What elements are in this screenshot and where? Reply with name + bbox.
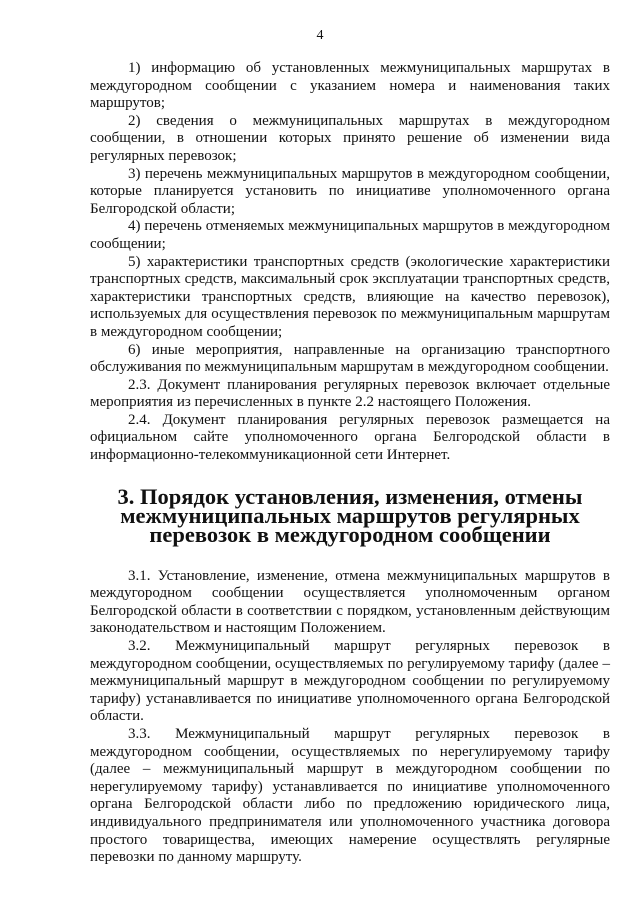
page-number: 4 bbox=[316, 28, 324, 43]
clause-3-1: 3.1. Установление, изменение, отмена межмуниципальных маршрутов в междугородном сообщении осуществляется уполномоченным органом Белгородской области в соответствии с порядком, установленным действующим законодательством и настоящим Положением. bbox=[90, 567, 610, 637]
list-item-5: 5) характеристики транспортных средств (экологические характеристики транспортных средств, максимальный срок эксплуатации транспортных средств, характеристики транспортных средств, влияющие на качество перевозок), используемых для осуществления перевозок по межмуниципальным маршрутам в междугородном сообщении; bbox=[90, 253, 610, 340]
clause-3-3: 3.3. Межмуниципальный маршрут регулярных перевозок в междугородном сообщении, осуществляемых по нерегулируемому тарифу (далее – межмуниципальный маршрут в междугородном сообщении по нерегулируемому тарифу) устанавливается по инициативе уполномоченного органа Белгородской области либо по предложению юридического лица, индивидуального предпринимателя или уполномоченного участника договора простого товарищества, имеющих намерение осуществлять регулярные перевозки по данному маршруту. bbox=[90, 726, 610, 866]
section-heading: 3. Порядок установления, изменения, отмены межмуниципальных маршрутов регулярных перевозок в междугородном сообщении bbox=[117, 483, 583, 547]
list-item-4: 4) перечень отменяемых межмуниципальных маршрутов в междугородном сообщении; bbox=[90, 218, 610, 252]
clause-2-4: 2.4. Документ планирования регулярных перевозок размещается на официальном сайте уполномоченного органа Белгородской области в информационно-телекоммуникационной сети Интернет. bbox=[90, 411, 610, 464]
clause-2-3: 2.3. Документ планирования регулярных перевозок включает отдельные мероприятия из перечисленных в пункте 2.2 настоящего Положения. bbox=[90, 376, 610, 411]
list-item-1: 1) информацию об установленных межмуниципальных маршрутах в междугородном сообщении с указанием номера и наименования таких маршрутов; bbox=[90, 60, 610, 112]
list-item-3: 3) перечень межмуниципальных маршрутов в междугородном сообщении, которые планируется установить по инициативе уполномоченного органа Белгородской области; bbox=[90, 165, 610, 217]
list-item-6: 6) иные мероприятия, направленные на организацию транспортного обслуживания по межмуниципальным маршрутам в междугородном сообщении. bbox=[90, 341, 610, 376]
list-item-2: 2) сведения о межмуниципальных маршрутах в междугородном сообщении, в отношении которых принято решение об изменении вида регулярных перевозок; bbox=[90, 112, 610, 164]
clause-3-2: 3.2. Межмуниципальный маршрут регулярных перевозок в междугородном сообщении, осуществляемых по регулируемому тарифу (далее – межмуниципальный маршрут в междугородном сообщении по регулируемому тарифу) устанавливается по инициативе уполномоченного органа Белгородской области. bbox=[90, 638, 610, 725]
document-body bbox=[90, 60, 610, 867]
